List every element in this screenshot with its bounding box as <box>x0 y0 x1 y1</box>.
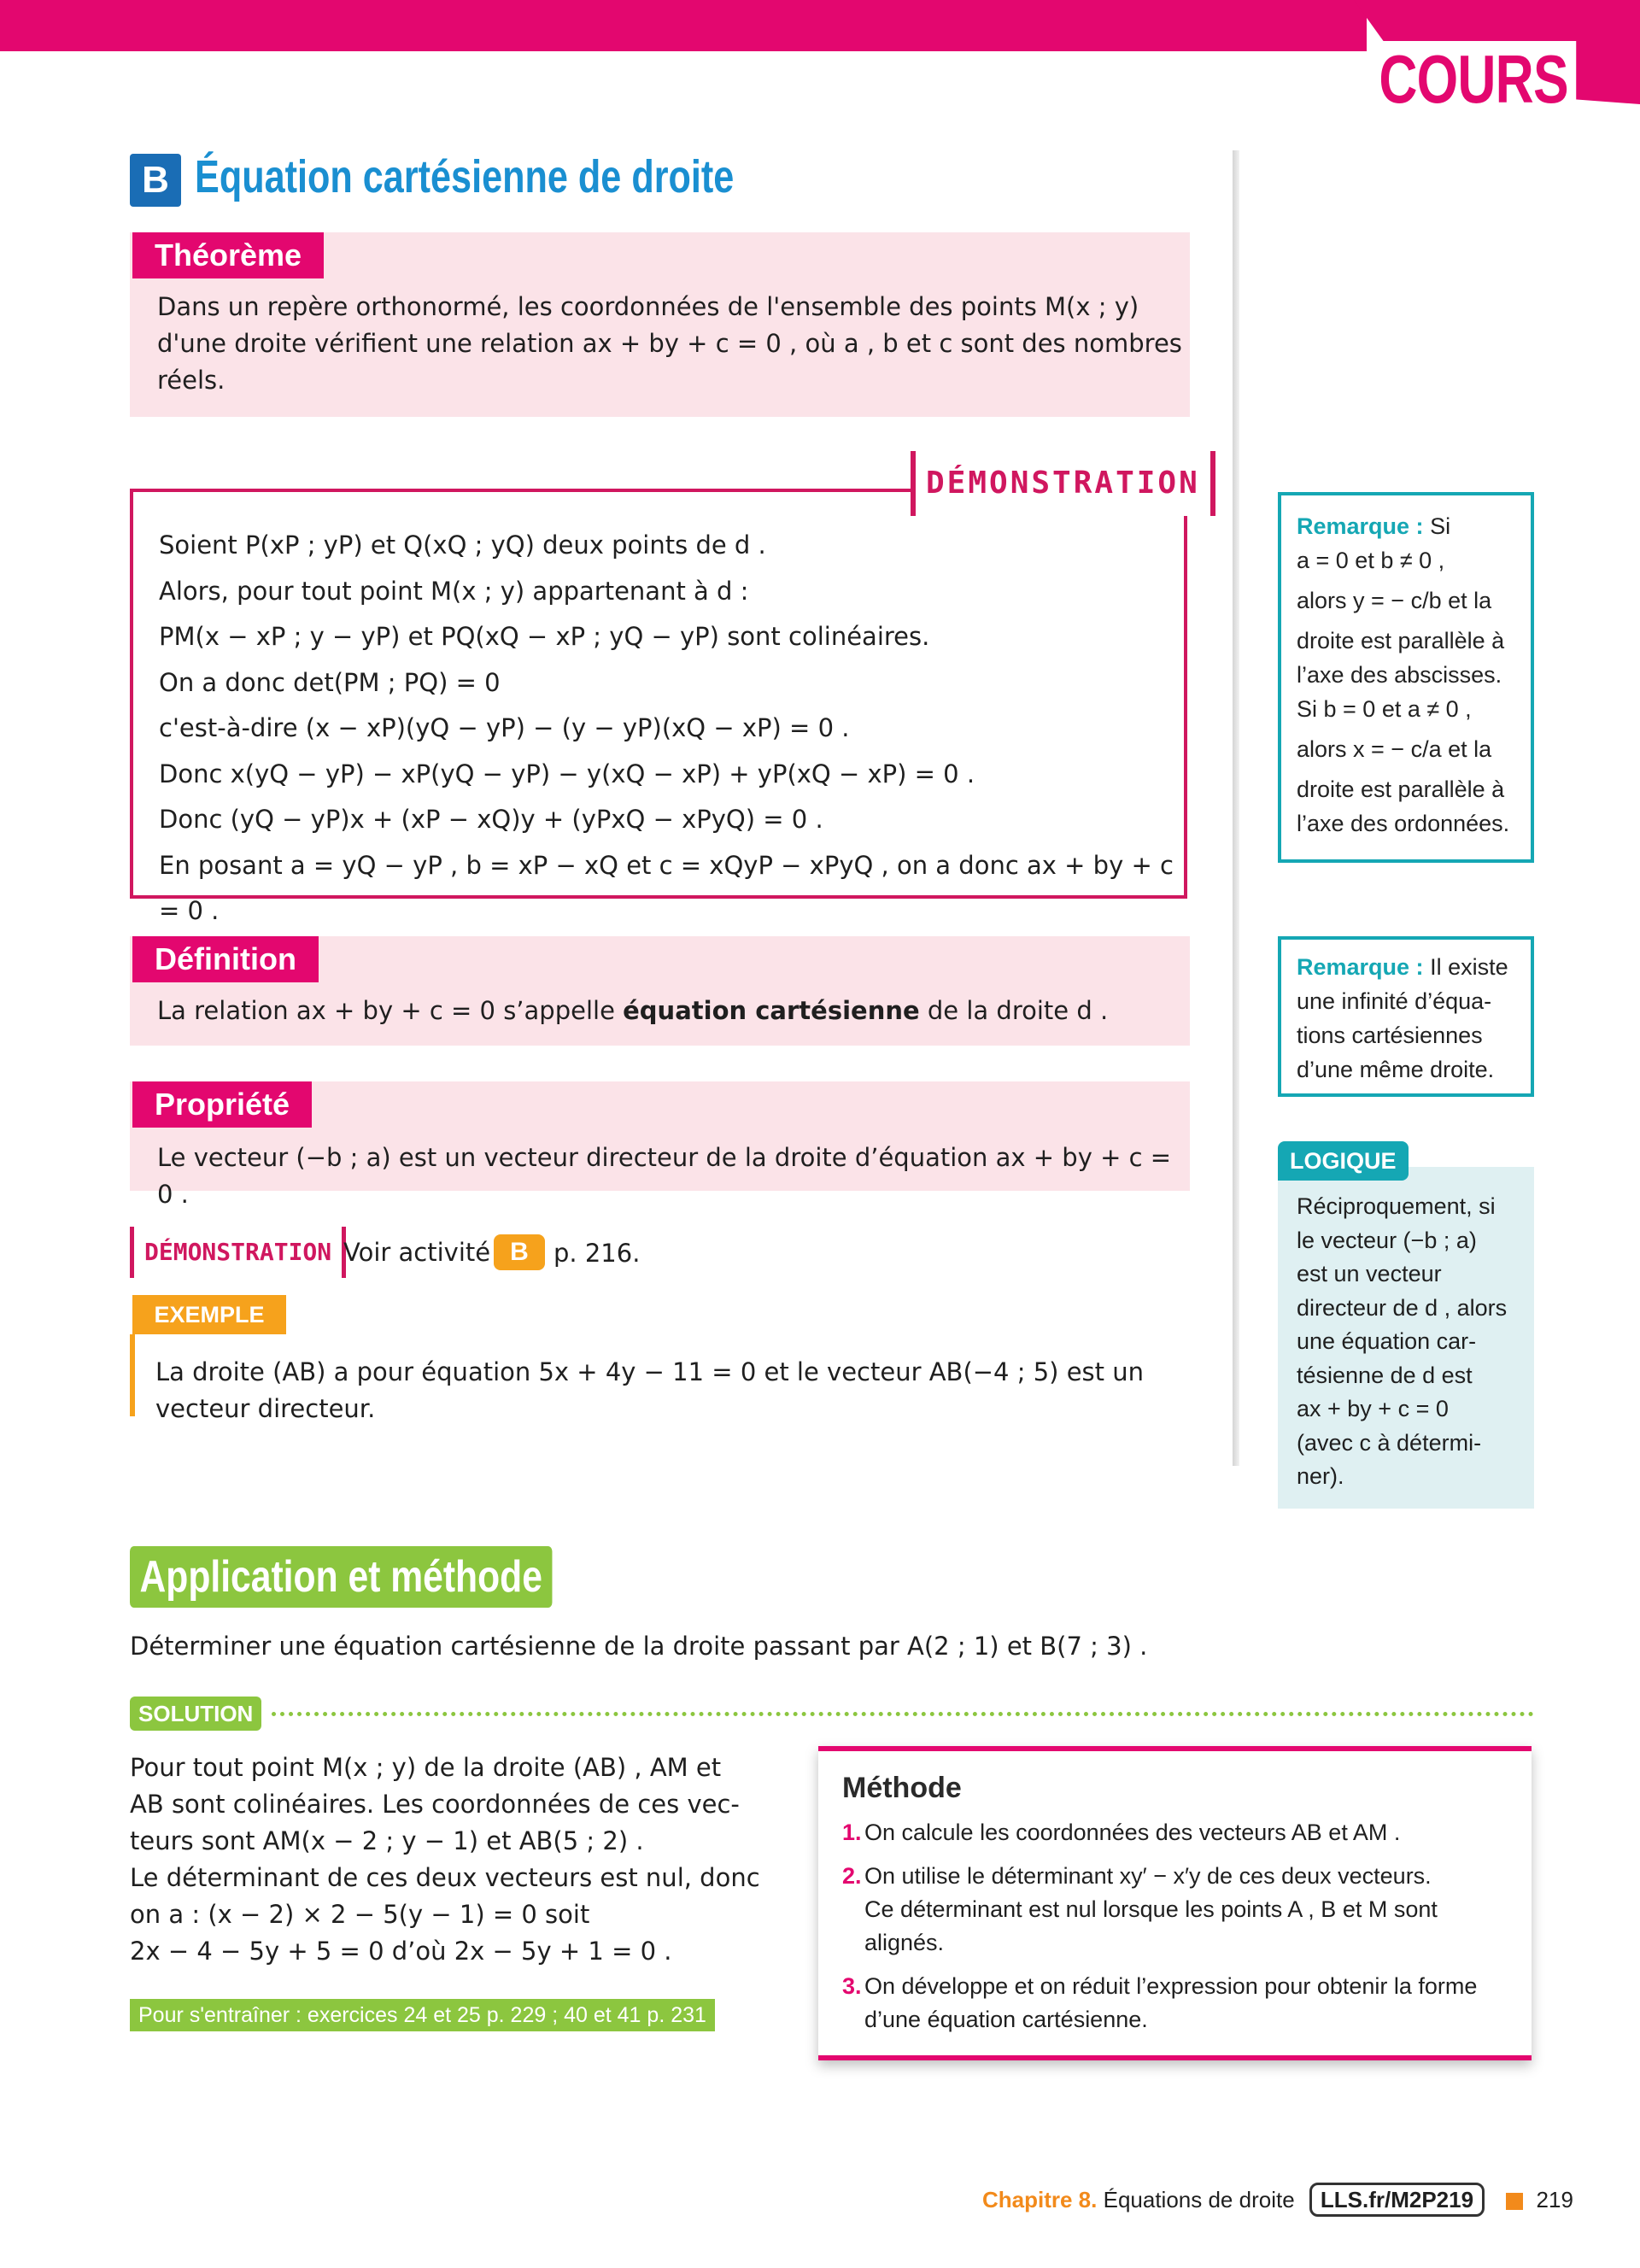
exemple-tag: EXEMPLE <box>132 1295 286 1334</box>
footer-chapter: Chapitre 8. <box>982 2187 1098 2212</box>
exemple-bar <box>130 1334 135 1416</box>
solution-line: teurs sont AM(x − 2 ; y − 1) et AB(5 ; 2) . <box>130 1826 644 1855</box>
remarque-line: l’axe des ordonnées. <box>1297 811 1510 836</box>
application-question: Déterminer une équation cartésienne de la droite passant par A(2 ; 1) et B(7 ; 3) . <box>130 1632 1148 1661</box>
remarque-line: d’une même droite. <box>1297 1057 1495 1082</box>
logique-line: est un vecteur <box>1297 1261 1442 1286</box>
logique-line: ner). <box>1297 1463 1344 1489</box>
demonstration-text <box>159 523 1184 935</box>
remarque-line: Si <box>1430 513 1451 539</box>
logique-line: le vecteur (−b ; a) <box>1297 1227 1477 1253</box>
solution-dots <box>272 1712 1534 1716</box>
remarque-line: tions cartésiennes <box>1297 1023 1483 1048</box>
methode-line: Ce déterminant est nul lorsque les points A , B et M sont <box>864 1896 1438 1922</box>
methode-line: d’une équation cartésienne. <box>864 2007 1148 2032</box>
demo-line: En posant a = yQ − yP , b = xP − xQ et c = xQyP − xPyQ , on a donc ax + by + c = 0 . <box>159 850 1174 925</box>
logique-line: une équation car- <box>1297 1328 1477 1354</box>
exemple-line: vecteur directeur. <box>155 1394 376 1423</box>
theoreme-line: réels. <box>157 366 226 395</box>
theoreme-text <box>157 289 1182 399</box>
remarque-box-1 <box>1278 492 1534 863</box>
theoreme-line: d'une droite vérifient une relation ax + by + c = 0 , où a , b et c sont des nombres <box>157 329 1182 358</box>
remarque-line: alors x = − c/a et la <box>1297 736 1492 762</box>
propriete-tag: Propriété <box>132 1081 312 1128</box>
entrainer-link[interactable]: Pour s'entraîner : exercices 24 et 25 p. 229 ; 40 et 41 p. 231 <box>130 1999 715 2031</box>
exemple-text <box>155 1354 1198 1427</box>
remarque-line: a = 0 et b ≠ 0 , <box>1297 548 1445 573</box>
voir-activite-text: Voir activité <box>343 1238 491 1267</box>
logique-line: ax + by + c = 0 <box>1297 1396 1449 1421</box>
demo-line: PM(x − xP ; y − yP) et PQ(xQ − xP ; yQ − yP) sont colinéaires. <box>159 622 930 651</box>
remarque-line: alors y = − c/b et la <box>1297 588 1492 613</box>
methode-line: alignés. <box>864 1930 945 1955</box>
solution-text <box>130 1749 796 1970</box>
logique-tag: LOGIQUE <box>1278 1141 1409 1181</box>
solution-line: Le déterminant de ces deux vecteurs est nul, donc <box>130 1863 760 1892</box>
demonstration-small-label: DÉMONSTRATION <box>130 1227 346 1278</box>
demo-line: Donc (yQ − yP)x + (xP − xQ)y + (yPxQ − xPyQ) = 0 . <box>159 805 823 834</box>
header-bar <box>0 0 1367 51</box>
solution-line: AB sont colinéaires. Les coordonnées de ces vec- <box>130 1790 740 1819</box>
column-shadow <box>1233 150 1239 1466</box>
theoreme-tag: Théorème <box>132 232 324 278</box>
remarque-line: Il existe <box>1430 954 1508 980</box>
logique-text <box>1297 1190 1527 1494</box>
application-title: Application et méthode <box>130 1546 552 1608</box>
remarque-line: droite est parallèle à <box>1297 777 1505 802</box>
remarque-line: une infinité d’équa- <box>1297 988 1492 1014</box>
methode-line: On calcule les coordonnées des vecteurs AB et AM . <box>864 1820 1401 1845</box>
definition-after: de la droite d . <box>919 996 1109 1025</box>
remarque-box-2 <box>1278 936 1534 1097</box>
methode-number: 1. <box>842 1820 862 1845</box>
solution-line: on a : (x − 2) × 2 − 5(y − 1) = 0 soit <box>130 1900 590 1929</box>
exemple-line: La droite (AB) a pour équation 5x + 4y − 11 = 0 et le vecteur AB(−4 ; 5) est un <box>155 1357 1144 1386</box>
remarque-line: droite est parallèle à <box>1297 628 1505 653</box>
section-title: Équation cartésienne de droite <box>195 151 735 202</box>
remarque-label: Remarque : <box>1297 513 1424 539</box>
solution-line: 2x − 4 − 5y + 5 = 0 d’où 2x − 5y + 1 = 0 . <box>130 1937 672 1966</box>
methode-number: 2. <box>842 1863 862 1889</box>
footer <box>982 2181 1573 2218</box>
remarque-label: Remarque : <box>1297 954 1424 980</box>
definition-tag: Définition <box>132 936 319 982</box>
logique-line: directeur de d , alors <box>1297 1294 1508 1321</box>
solution-tag: SOLUTION <box>130 1697 261 1731</box>
definition-before: La relation ax + by + c = 0 s’appelle <box>157 996 624 1025</box>
methode-line: On développe et on réduit l’expression pour obtenir la forme <box>864 1973 1478 1999</box>
activite-badge[interactable]: B <box>494 1234 545 1270</box>
demo-line: On a donc det(PM ; PQ) = 0 <box>159 667 501 697</box>
methode-item <box>842 1860 1513 1960</box>
propriete-text: Le vecteur (−b ; a) est un vecteur directeur de la droite d’équation ax + by + c = 0 . <box>157 1143 1172 1209</box>
remarque-line: Si b = 0 et a ≠ 0 , <box>1297 696 1472 722</box>
methode-item <box>842 1970 1513 2037</box>
footer-link[interactable]: LLS.fr/M2P219 <box>1309 2183 1485 2217</box>
demo-line: Donc x(yQ − yP) − xP(yQ − yP) − y(xQ − xP) + yP(xQ − xP) = 0 . <box>159 759 975 788</box>
activite-page: p. 216. <box>554 1239 641 1268</box>
demo-line: c'est-à-dire (x − xP)(yQ − yP) − (y − yP)(xQ − xP) = 0 . <box>159 713 850 742</box>
section-badge: B <box>130 154 181 207</box>
logique-line: tésienne de d est <box>1297 1362 1473 1388</box>
methode-title: Méthode <box>842 1772 962 1804</box>
page-number: 219 <box>1536 2187 1573 2212</box>
methode-line: On utilise le déterminant xy′ − x′y de ces deux vecteurs. <box>864 1863 1432 1889</box>
demo-line: Soient P(xP ; yP) et Q(xQ ; yQ) deux points de d . <box>159 530 766 560</box>
logique-line: Réciproquement, si <box>1297 1193 1496 1219</box>
cours-label: COURS <box>1371 41 1576 118</box>
remarque-line: l’axe des abscisses. <box>1297 662 1502 688</box>
logique-line: (avec c à détermi- <box>1297 1429 1482 1456</box>
footer-chapter-title: Équations de droite <box>1103 2187 1295 2212</box>
definition-bold: équation cartésienne <box>623 996 920 1025</box>
theoreme-line: Dans un repère orthonormé, les coordonnées de l'ensemble des points M(x ; y) <box>157 292 1139 321</box>
footer-square-icon <box>1506 2193 1523 2210</box>
solution-line: Pour tout point M(x ; y) de la droite (AB) , AM et <box>130 1753 722 1782</box>
methode-number: 3. <box>842 1973 862 1999</box>
demonstration-label: DÉMONSTRATION <box>911 451 1215 516</box>
methode-list <box>842 1816 1513 2047</box>
definition-text <box>157 993 1182 1029</box>
methode-item <box>842 1816 1513 1849</box>
demo-line: Alors, pour tout point M(x ; y) appartenant à d : <box>159 576 749 606</box>
